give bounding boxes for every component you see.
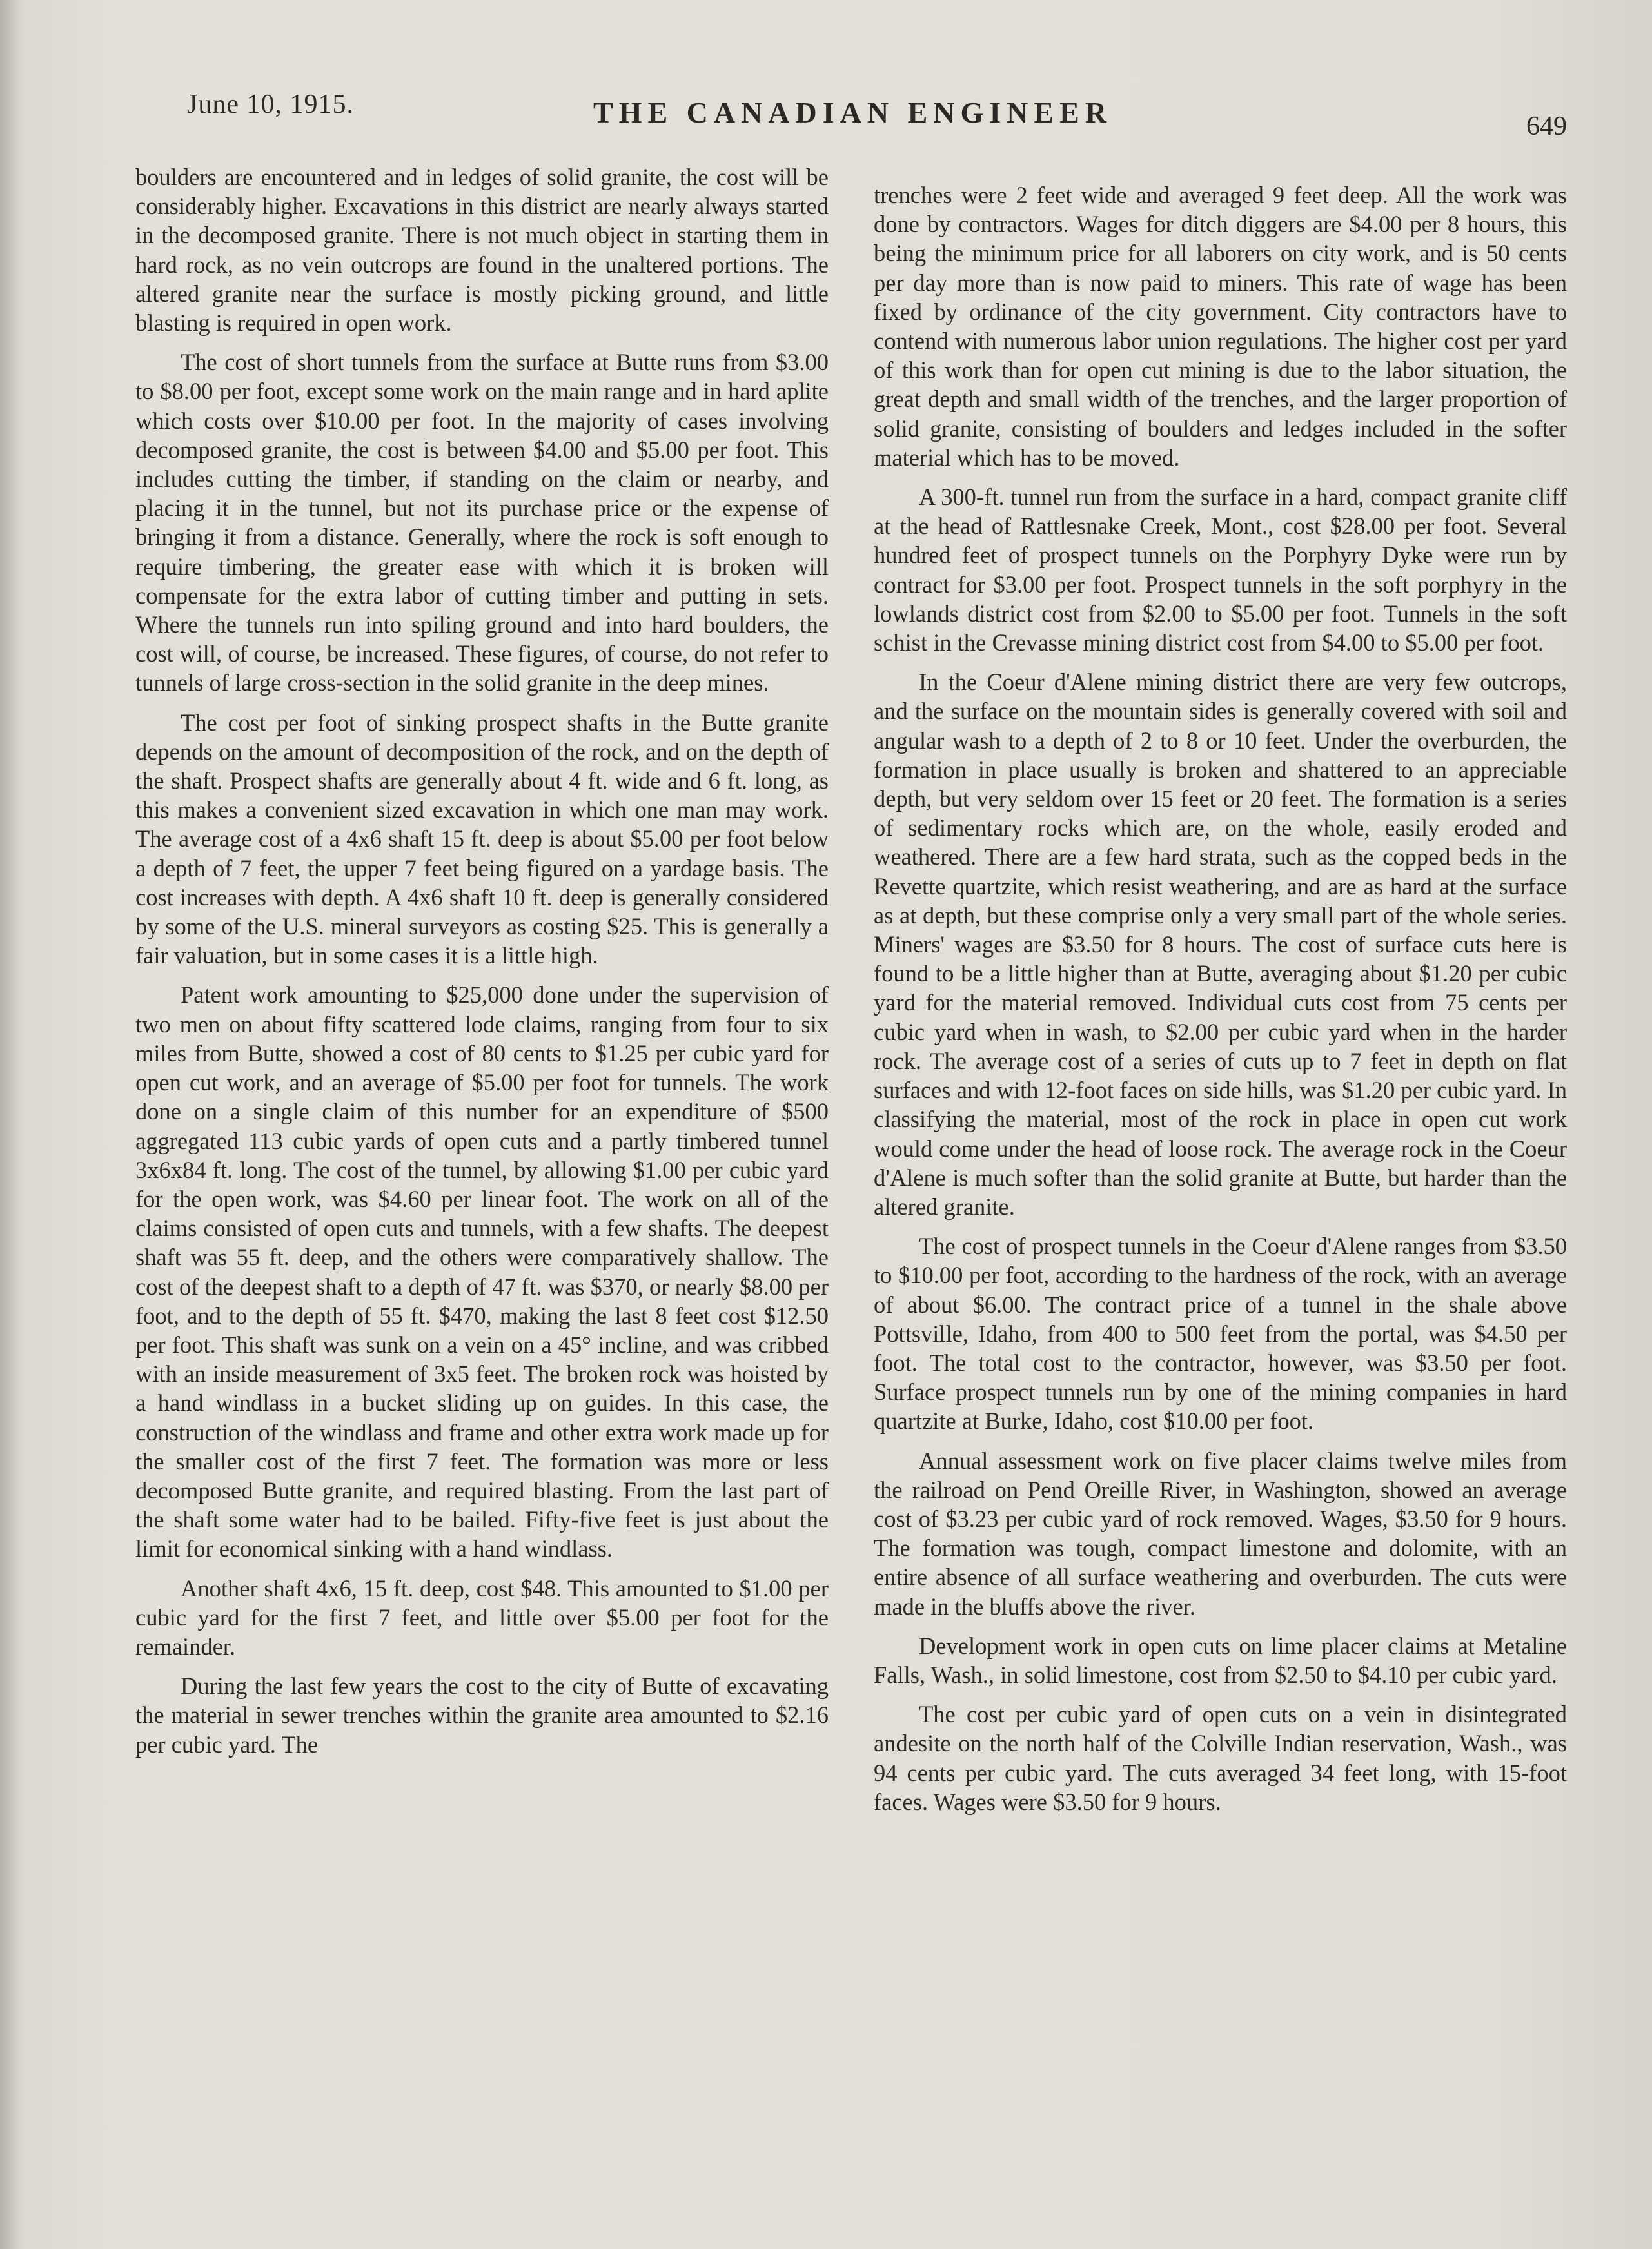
paragraph: The cost of short tunnels from the surface at Butte runs from $3.00 to $8.00 per foot, except some work on the main range and in hard aplite which costs over $10.00 per foot. In the majority of cases involving decomposed granite, the cost is between $4.00 and $5.00 per foot. This includes cutting the timber, if standing on the claim or nearby, and placing it in the tunnel, but not its purchase price or the expense of bringing it from a distance. Generally, where the rock is soft enough to require timbering, the greater ease with which it is broken will compensate for the extra labor of cutting timber and putting in sets. Where the tunnels run into spiling ground and into hard boulders, the cost will, of course, be increased. These figures, of course, do not refer to tunnels of large cross-section in the solid granite in the deep mines. [135, 349, 829, 696]
running-header [181, 84, 1567, 142]
journal-title: THE CANADIAN ENGINEER [593, 96, 1112, 129]
paragraph: A 300-ft. tunnel run from the surface in a hard, compact granite cliff at the head of Rattlesnake Creek, Mont., cost $28.00 per foot. Several hundred feet of prospect tunnels on the Porphyry Dyke were run by contract for $3.00 per foot. Prospect tunnels in the soft porphyry in the lowlands district cost from $2.00 to $5.00 per foot. Tunnels in the soft schist in the Crevasse mining district cost from $4.00 to $5.00 per foot. [874, 484, 1567, 656]
paragraph: During the last few years the cost to the city of Butte of excavating the material in sewer trenches within the granite area amounted to $2.16 per cubic yard. The [135, 1673, 829, 1758]
paragraph: The cost of prospect tunnels in the Coeur d'Alene ranges from $3.50 to $10.00 per foot, according to the hardness of the rock, with an average of about $6.00. The contract price of a tunnel in the shale above Pottsville, Idaho, from 400 to 500 feet from the portal, was $4.50 per foot. The total cost to the contractor, however, was $3.50 per foot. Surface prospect tunnels run by one of the mining companies in hard quartzite at Burke, Idaho, cost $10.00 per foot. [874, 1233, 1567, 1435]
paragraph: Another shaft 4x6, 15 ft. deep, cost $48. This amounted to $1.00 per cubic yard for the first 7 feet, and little over $5.00 per foot for the remainder. [135, 1575, 829, 1660]
paragraph: trenches were 2 feet wide and averaged 9 feet deep. All the work was done by contractors. Wages for ditch diggers are $4.00 per 8 hours, this being the minimum price for all laborers on city work, and is 50 cents per day more than is now paid to miners. This rate of wage has been fixed by ordinance of the city government. City contractors have to contend with numerous labor union regulations. The higher cost per yard of this work than for open cut mining is due to the labor situation, the great depth and small width of the trenches, and the larger proportion of solid granite, consisting of boulders and ledges included in the softer material which has to be moved. [874, 182, 1567, 471]
paragraph: boulders are encountered and in ledges of solid granite, the cost will be considerably higher. Excavations in this district are nearly always started in the decomposed granite. There is not much object in starting them in hard rock, as no vein outcrops are found in the unaltered portions. The altered granite near the surface is mostly picking ground, and little blasting is required in open work. [135, 164, 829, 337]
left-column [135, 162, 829, 1769]
right-column [874, 181, 1567, 1827]
paragraph: In the Coeur d'Alene mining district there are very few outcrops, and the surface on the mountain sides is generally covered with soil and angular wash to a depth of 2 to 8 or 10 feet. Under the overburden, the formation in place usually is broken and shattered to an appreciable depth, but very seldom over 15 feet or 20 feet. The formation is a series of sedimentary rocks which are, on the whole, easily eroded and weathered. There are a few hard strata, such as the copped beds in the Revette quartzite, which resist weathering, and are as hard at the surface as at depth, but these comprise only a very small part of the whole series. Miners' wages are $3.50 for 8 hours. The cost of surface cuts here is found to be a little higher than at Butte, averaging about $1.20 per cubic yard for the material removed. Individual cuts cost from 75 cents per cubic yard when in wash, to $2.00 per cubic yard when in the harder rock. The average cost of a series of cuts up to 7 feet in depth on flat surfaces and with 12-foot faces on side hills, was $1.20 per cubic yard. In classifying the material, most of the rock in place in open cut work would come under the head of loose rock. The average rock in the Coeur d'Alene is much softer than the solid granite at Butte, but harder than the altered granite. [874, 669, 1567, 1220]
paragraph: The cost per cubic yard of open cuts on a vein in disintegrated andesite on the north half of the Colville Indian reservation, Wash., was 94 cents per cubic yard. The cuts averaged 34 feet long, with 15-foot faces. Wages were $3.50 for 9 hours. [874, 1701, 1567, 1815]
binding-shadow [0, 0, 19, 2249]
paragraph: The cost per foot of sinking prospect shafts in the Butte granite depends on the amount of decomposition of the rock, and on the depth of the shaft. Prospect shafts are generally about 4 ft. wide and 6 ft. long, as this makes a convenient sized excavation in which one man may work. The average cost of a 4x6 shaft 15 ft. deep is about $5.00 per foot below a depth of 7 feet, the upper 7 feet being figured on a yardage basis. The cost increases with depth. A 4x6 shaft 10 ft. deep is generally considered by some of the U.S. mineral surveyors as costing $25. This is generally a fair valuation, but in some cases it is a little high. [135, 709, 829, 969]
page-number: 649 [1526, 112, 1567, 141]
issue-date: June 10, 1915. [187, 90, 354, 119]
paragraph: Patent work amounting to $25,000 done under the supervision of two men on about fifty scattered lode claims, ranging from four to six miles from Butte, showed a cost of 80 cents to $1.25 per cubic yard for open cut work, and an average of $5.00 per foot for tunnels. The work done on a single claim of this number for an expenditure of $500 aggregated 113 cubic yards of open cuts and a partly timbered tunnel 3x6x84 ft. long. The cost of the tunnel, by allowing $1.00 per cubic yard for the open work, was $4.60 per linear foot. The work on all of the claims consisted of open cuts and tunnels, with a few shafts. The deepest shaft was 55 ft. deep, and the others were comparatively shallow. The cost of the deepest shaft to a depth of 47 ft. was $370, or nearly $8.00 per foot, and to the depth of 55 ft. $470, making the last 8 feet cost $12.50 per foot. This shaft was sunk on a vein on a 45° incline, and was cribbed with an inside measurement of 3x5 feet. The broken rock was hoisted by a hand windlass in a bucket sliding up on guides. In this case, the construction of the windlass and frame and other extra work made up for the smaller cost of the first 7 feet. The formation was more or less decomposed Butte granite, and required blasting. From the last part of the shaft some water had to be bailed. Fifty-five feet is just about the limit for economical sinking with a hand windlass. [135, 981, 829, 1562]
paragraph: Development work in open cuts on lime placer claims at Metaline Falls, Wash., in solid limestone, cost from $2.50 to $4.10 per cubic yard. [874, 1632, 1567, 1688]
paragraph: Annual assessment work on five placer claims twelve miles from the railroad on Pend Oreille River, in Washington, showed an average cost of $3.23 per cubic yard of rock removed. Wages, $3.50 for 9 hours. The formation was tough, compact limestone and dolomite, with an entire absence of all surface weathering and overburden. The cuts were made in the bluffs above the river. [874, 1447, 1567, 1620]
